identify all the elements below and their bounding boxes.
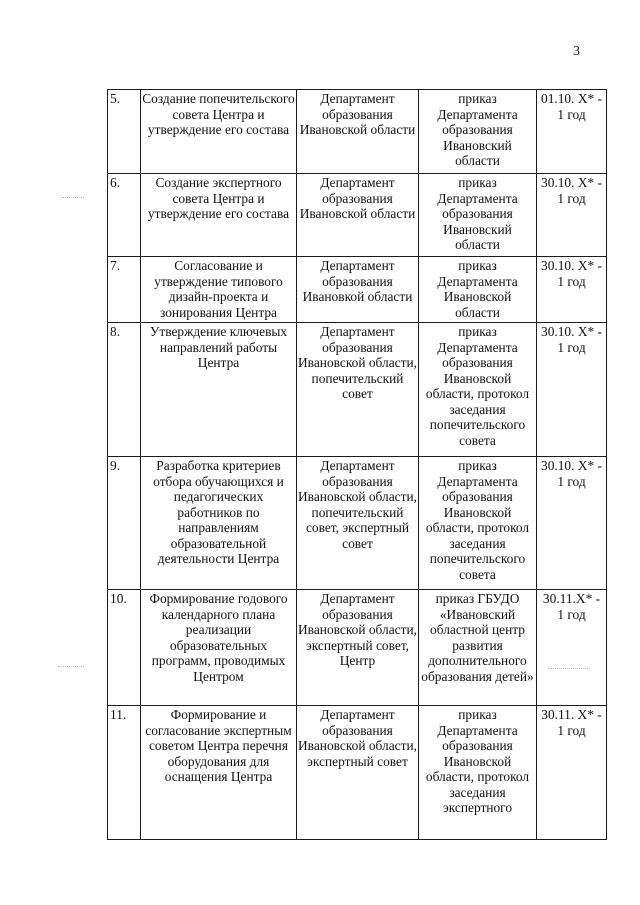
row-number: 5. [108, 90, 141, 174]
scan-mark [62, 197, 84, 199]
document-cell: приказ Департамента образования Ивановский области [419, 174, 537, 257]
document-cell: приказ Департамента образования Ивановский области [419, 90, 537, 174]
task-cell: Создание попечительского совета Центра и утверждение его состава [141, 90, 297, 174]
table-row [108, 257, 607, 323]
responsible-cell: Департамент образования Ивановской области, попечительский совет [297, 323, 419, 457]
document-cell: приказ Департамента образования Ивановской области, протокол заседания попечительского совета [419, 323, 537, 457]
document-cell: приказ Департамента образования Ивановской области, протокол заседания попечительского совета [419, 457, 537, 590]
task-cell: Разработка критериев отбора обучающихся и педагогических работников по направлениям образовательной деятельности Центра [141, 457, 297, 590]
document-cell: приказ ГБУДО «Ивановский областной центр развития дополнительного образования детей» [419, 590, 537, 706]
deadline-cell: 30.11. Х* - 1 год [537, 706, 607, 840]
row-number: 7. [108, 257, 141, 323]
responsible-cell: Департамент образования Ивановкой области [297, 257, 419, 323]
page-number: 3 [573, 44, 580, 59]
row-number: 9. [108, 457, 141, 590]
deadline-cell: 30.10. Х* - 1 год [537, 174, 607, 257]
task-cell: Согласование и утверждение типового дизайн-проекта и зонирования Центра [141, 257, 297, 323]
deadline-cell: 30.10. Х* - 1 год [537, 323, 607, 457]
table-row [108, 590, 607, 706]
responsible-cell: Департамент образования Ивановской области, экспертный совет [297, 706, 419, 840]
table-row [108, 174, 607, 257]
responsible-cell: Департамент образования Ивановской области, экспертный совет, Центр [297, 590, 419, 706]
deadline-cell: 01.10. Х* - 1 год [537, 90, 607, 174]
responsible-cell: Департамент образования Ивановской области [297, 90, 419, 174]
deadline-cell: 30.10. Х* - 1 год [537, 257, 607, 323]
responsible-cell: Департамент образования Ивановской области, попечительский совет, экспертный совет [297, 457, 419, 590]
table-row [108, 457, 607, 590]
scan-mark [548, 668, 588, 670]
row-number: 10. [108, 590, 141, 706]
deadline-cell: 30.10. Х* - 1 год [537, 457, 607, 590]
table-row [108, 323, 607, 457]
row-number: 6. [108, 174, 141, 257]
task-cell: Формирование и согласование экспертным советом Центра перечня оборудования для оснащения Центра [141, 706, 297, 840]
deadline-cell: 30.11.Х* - 1 год [537, 590, 607, 706]
task-cell: Утверждение ключевых направлений работы Центра [141, 323, 297, 457]
document-cell: приказ Департамента Ивановской области [419, 257, 537, 323]
scan-mark [58, 666, 84, 668]
row-number: 8. [108, 323, 141, 457]
responsible-cell: Департамент образования Ивановской области [297, 174, 419, 257]
table-row [108, 706, 607, 840]
document-cell: приказ Департамента образования Ивановской области, протокол заседания экспертного [419, 706, 537, 840]
plan-table [107, 89, 607, 840]
task-cell: Формирование годового календарного плана реализации образовательных программ, проводимых Центром [141, 590, 297, 706]
table-row [108, 90, 607, 174]
task-cell: Создание экспертного совета Центра и утверждение его состава [141, 174, 297, 257]
row-number: 11. [108, 706, 141, 840]
